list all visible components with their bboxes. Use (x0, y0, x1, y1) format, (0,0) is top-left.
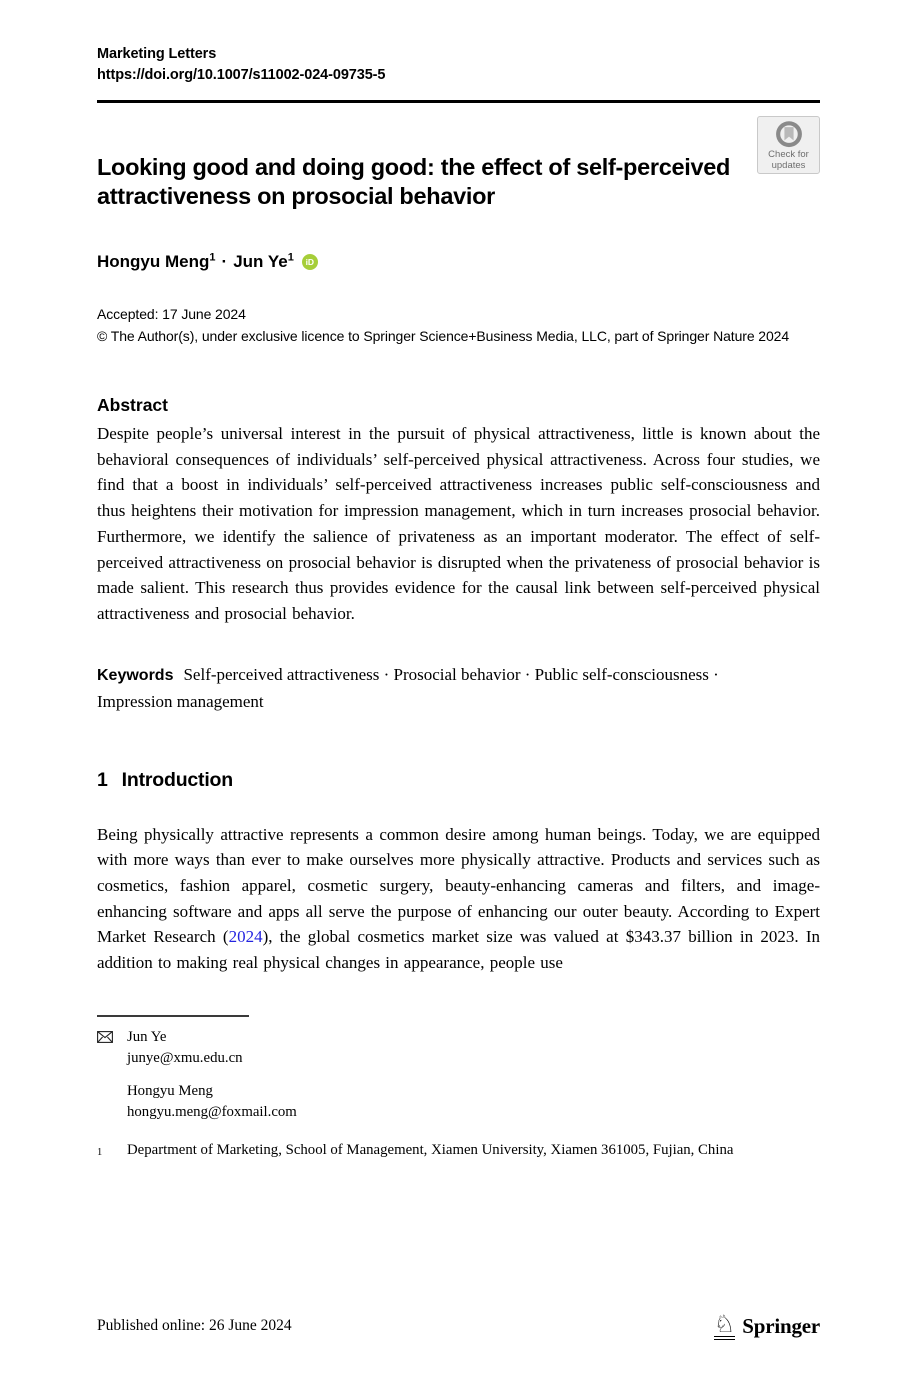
springer-wordmark: Springer (742, 1313, 820, 1338)
author-line (97, 252, 820, 272)
envelope-icon (97, 1027, 127, 1123)
accepted-date: Accepted: 17 June 2024 (97, 306, 246, 322)
affiliation-footnote (97, 1140, 820, 1168)
affiliation-marker: 1 (97, 1146, 103, 1158)
check-for-updates-icon (774, 120, 804, 150)
author-jun-ye: Jun Ye$^1$ (233, 251, 294, 271)
second-author-name: Hongyu Meng (127, 1082, 213, 1099)
section-title: Introduction (121, 768, 233, 791)
journal-header (97, 44, 820, 103)
doi-link[interactable]: https://doi.org/10.1007/s11002-024-09735-5 (97, 67, 386, 83)
section-number: 1 (97, 768, 108, 791)
springer-logo (714, 1312, 820, 1340)
second-author-email: hongyu.meng@foxmail.com (127, 1103, 297, 1120)
citation-link-2024[interactable]: 2024 (228, 927, 263, 947)
dates-block (97, 304, 820, 347)
journal-name: Marketing Letters (97, 46, 217, 62)
footnotes-block (97, 1027, 820, 1168)
keyword-list: Self-perceived attractiveness · Prosocial behavior · Public self-consciousness · Impression management (97, 664, 719, 711)
corresponding-author-name: Jun Ye (127, 1028, 167, 1045)
footnote-rule (97, 1015, 249, 1017)
author-hongyu-meng: Hongyu Meng$^1$ (97, 251, 216, 271)
article-title: Looking good and doing good: the effect of self-perceived attractiveness on prosocial behavior (97, 154, 731, 209)
check-for-updates-label: Check for updates (768, 149, 809, 171)
affiliation-superscript: 1 (287, 251, 294, 264)
correspondence-footnote (97, 1027, 820, 1123)
affiliation-text: Department of Marketing, School of Management, Xiamen University, Xiamen 361005, Fujian, China (127, 1141, 734, 1158)
affiliation-superscript: 1 (209, 251, 216, 264)
abstract-text: Despite people’s universal interest in the pursuit of physical attractiveness, little is known about the behavioral consequences of individuals’ self-perceived physical attractiveness. Across four studies, we find that a boost in individuals’ self-perceived attractiveness increases public self-consciousness and thus heightens their motivation for impression management, which in turn increases prosocial behavior. Furthermore, we identify the salience of privateness as an important moderator. The effect of self-perceived attractiveness on prosocial behavior is disrupted when the privateness of prosocial behavior is made salient. This research thus provides evidence for the causal link between self-perceived physical attractiveness and prosocial behavior. (97, 424, 820, 623)
header-rule (97, 100, 820, 103)
page-footer (97, 1312, 820, 1340)
introduction-paragraph: Being physically attractive represents a common desire among human beings. Today, we are equipped with more ways than ever to make ourselves more physically attractive. Products and services such as cosmetics, fashion apparel, cosmetic surgery, beauty-enhancing cameras and filters, and image-enhancing software and apps all serve the purpose of enhancing our outer beauty. According to Expert Market Research (2024), the global cosmetics market size was valued at $343.37 billion in 2023. In addition to making real physical changes in appearance, people use (97, 824, 820, 973)
author-separator: · (221, 252, 228, 271)
published-online-date: Published online: 26 June 2024 (97, 1317, 292, 1334)
copyright-notice: © The Author(s), under exclusive licence to Springer Science+Business Media, LLC, part of Springer Nature 2024 (97, 327, 790, 344)
springer-knight-icon: ♘ (713, 1310, 736, 1338)
section-heading-introduction (97, 769, 820, 792)
orcid-icon[interactable]: iD (302, 254, 318, 270)
corresponding-author-email: junye@xmu.edu.cn (127, 1049, 243, 1066)
keywords-line (97, 662, 757, 715)
keywords-label: Keywords (97, 666, 174, 684)
abstract-heading: Abstract (97, 395, 168, 415)
check-for-updates-badge[interactable] (757, 116, 820, 174)
